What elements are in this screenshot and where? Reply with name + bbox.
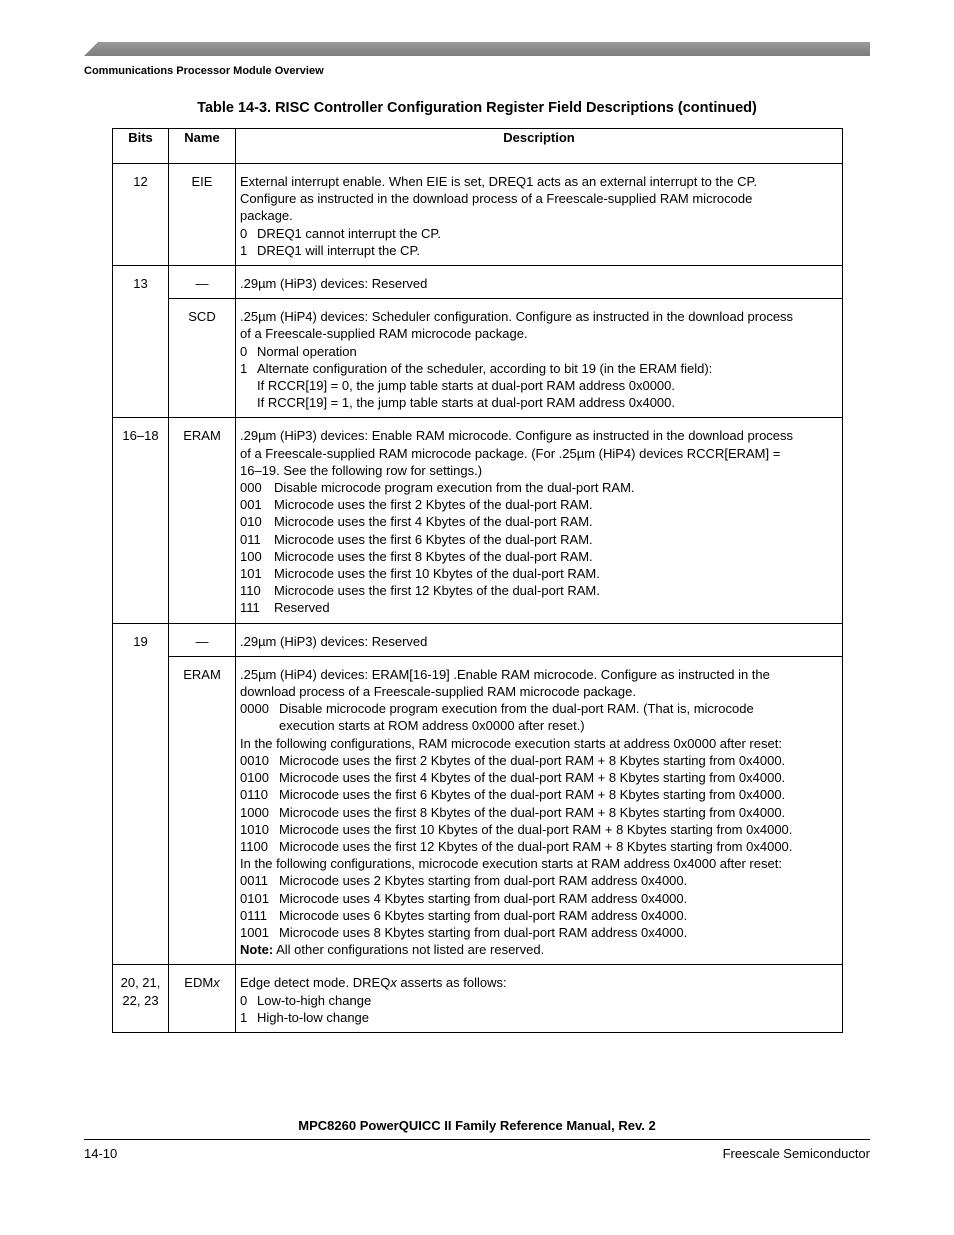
option-text: DREQ1 will interrupt the CP. — [257, 242, 421, 258]
option-code: 001 — [240, 497, 262, 513]
description-text: Edge detect mode. DREQ — [240, 975, 391, 991]
name-cell: — — [169, 623, 236, 656]
bits-cell-continued — [113, 299, 169, 418]
option-line — [240, 531, 834, 548]
sub-line: If RCCR[19] = 1, the jump table starts at dual-port RAM address 0x4000. — [257, 395, 676, 411]
option-code: 0100 — [240, 770, 269, 786]
option-line — [240, 907, 834, 924]
option-code: 1 — [240, 360, 248, 376]
description-cell: .29µm (HiP3) devices: Reserved — [236, 266, 843, 299]
table-row — [113, 164, 843, 266]
option-line — [240, 565, 834, 582]
option-line — [240, 992, 834, 1009]
description-cell — [236, 164, 843, 266]
option-code: 0111 — [240, 907, 267, 923]
name-cell: EIE — [169, 164, 236, 266]
option-text: Microcode uses 6 Kbytes starting from dual-port RAM address 0x4000. — [279, 907, 688, 923]
option-code: 101 — [240, 566, 262, 582]
description-line: of a Freescale-supplied RAM microcode package. — [240, 326, 528, 342]
option-code: 0 — [240, 343, 248, 359]
description-cell — [236, 299, 843, 418]
option-text: Microcode uses the first 4 Kbytes of the dual-port RAM. — [274, 514, 593, 530]
table-header-row — [113, 129, 843, 164]
sub-line: If RCCR[19] = 0, the jump table starts at dual-port RAM address 0x0000. — [257, 378, 676, 394]
bits-cell — [113, 965, 169, 1033]
page-number: 14-10 — [84, 1146, 118, 1161]
note-label: Note: — [240, 942, 274, 958]
description-cell: .29µm (HiP3) devices: Reserved — [236, 623, 843, 656]
description-italic: x — [390, 975, 397, 991]
option-text: Microcode uses the first 6 Kbytes of the dual-port RAM + 8 Kbytes starting from 0x4000. — [279, 787, 786, 803]
option-code: 1000 — [240, 804, 269, 820]
bits-cell: 12 — [113, 164, 169, 266]
table-row — [113, 299, 843, 418]
option-line — [240, 548, 834, 565]
name-cell: SCD — [169, 299, 236, 418]
option-text: Alternate configuration of the scheduler, according to bit 19 (in the ERAM field): — [257, 360, 713, 376]
column-header-description: Description — [236, 129, 843, 164]
option-continuation: execution starts at ROM address 0x0000 after reset.) — [279, 718, 585, 734]
bits-line: 22, 23 — [122, 992, 159, 1008]
option-line — [240, 786, 834, 803]
option-line — [240, 804, 834, 821]
bits-cell: 13 — [113, 266, 169, 299]
description-line: .29µm (HiP3) devices: Enable RAM microcode. Configure as instructed in the download process — [240, 428, 794, 444]
option-text: Disable microcode program execution from the dual-port RAM. (That is, microcode — [279, 701, 754, 717]
bits-cell: 16–18 — [113, 418, 169, 623]
description-text: asserts as follows: — [396, 975, 507, 991]
bits-cell-continued — [113, 656, 169, 964]
option-line — [240, 496, 834, 513]
group-intro: In the following configurations, microcode execution starts at RAM address 0x4000 after reset: — [240, 856, 782, 872]
option-line — [240, 582, 834, 599]
bits-line: 20, 21, — [120, 975, 161, 991]
column-header-name: Name — [169, 129, 236, 164]
bits-cell: 19 — [113, 623, 169, 656]
option-code: 011 — [240, 531, 261, 547]
option-code: 1 — [240, 242, 248, 258]
option-text: Microcode uses the first 12 Kbytes of the dual-port RAM. — [274, 583, 600, 599]
description-line: .25µm (HiP4) devices: ERAM[16-19] .Enable RAM microcode. Configure as instructed in the — [240, 666, 770, 682]
description-cell — [236, 965, 843, 1033]
description-line: package. — [240, 208, 293, 224]
name-prefix: EDM — [184, 975, 214, 991]
option-line — [240, 872, 834, 889]
option-line — [240, 225, 834, 242]
option-text: Microcode uses the first 8 Kbytes of the dual-port RAM. — [274, 548, 593, 564]
option-line — [240, 769, 834, 786]
note-text: All other configurations not listed are reserved. — [276, 942, 545, 958]
option-code: 000 — [240, 480, 262, 496]
table-row — [113, 266, 843, 299]
option-text: Normal operation — [257, 343, 357, 359]
option-text: Microcode uses the first 2 Kbytes of the dual-port RAM. — [274, 497, 593, 513]
description-cell — [236, 656, 843, 964]
option-line — [240, 479, 834, 496]
name-italic: x — [213, 975, 220, 991]
option-code: 1 — [240, 1009, 248, 1025]
note-line — [240, 941, 834, 958]
group-intro: In the following configurations, RAM microcode execution starts at address 0x0000 after reset: — [240, 735, 782, 751]
option-code: 010 — [240, 514, 262, 530]
option-line — [240, 343, 834, 360]
table-row — [113, 965, 843, 1033]
option-code: 1100 — [240, 838, 268, 854]
field-descriptions-table — [112, 128, 843, 1033]
option-code: 0010 — [240, 752, 269, 768]
header-bar — [84, 42, 870, 56]
option-text: Microcode uses 2 Kbytes starting from dual-port RAM address 0x4000. — [279, 873, 688, 889]
option-code: 1010 — [240, 821, 269, 837]
option-line — [240, 599, 834, 616]
name-cell — [169, 965, 236, 1033]
table-caption: Table 14-3. RISC Controller Configuration Register Field Descriptions (continued) — [197, 100, 757, 116]
description-line: download process of a Freescale-supplied RAM microcode package. — [240, 684, 636, 700]
option-text: Disable microcode program execution from the dual-port RAM. — [274, 480, 635, 496]
option-text: Reserved — [274, 600, 330, 616]
option-text: Microcode uses the first 12 Kbytes of the dual-port RAM + 8 Kbytes starting from 0x4000. — [279, 838, 793, 854]
option-code: 0 — [240, 992, 248, 1008]
option-code: 0110 — [240, 787, 268, 803]
name-cell: ERAM — [169, 418, 236, 623]
running-header: Communications Processor Module Overview — [84, 65, 324, 77]
option-line — [240, 838, 834, 855]
table-row — [113, 418, 843, 623]
option-line — [240, 1009, 834, 1026]
option-text: Low-to-high change — [257, 992, 372, 1008]
option-line — [240, 924, 834, 941]
option-text: Microcode uses 4 Kbytes starting from dual-port RAM address 0x4000. — [279, 890, 688, 906]
option-text: Microcode uses the first 6 Kbytes of the dual-port RAM. — [274, 531, 593, 547]
description-line: of a Freescale-supplied RAM microcode package. (For .25µm (HiP4) devices RCCR[ERAM] = — [240, 445, 781, 461]
option-code: 100 — [240, 548, 262, 564]
footer-divider — [84, 1139, 870, 1140]
option-code: 110 — [240, 583, 261, 599]
option-text: Microcode uses the first 8 Kbytes of the dual-port RAM + 8 Kbytes starting from 0x4000. — [279, 804, 786, 820]
column-header-bits: Bits — [113, 129, 169, 164]
option-text: Microcode uses the first 2 Kbytes of the dual-port RAM + 8 Kbytes starting from 0x4000. — [279, 752, 786, 768]
option-line — [240, 821, 834, 838]
option-text: High-to-low change — [257, 1009, 370, 1025]
option-text: Microcode uses 8 Kbytes starting from dual-port RAM address 0x4000. — [279, 924, 688, 940]
option-line — [240, 700, 834, 717]
table-row — [113, 656, 843, 964]
description-line: External interrupt enable. When EIE is set, DREQ1 acts as an external interrupt to the CP. — [240, 174, 758, 189]
footer-manual-title: MPC8260 PowerQUICC II Family Reference Manual, Rev. 2 — [298, 1118, 656, 1133]
option-code: 0 — [240, 225, 248, 241]
option-line — [240, 752, 834, 769]
description-cell — [236, 418, 843, 623]
option-line — [240, 360, 834, 377]
description-line: Configure as instructed in the download process of a Freescale-supplied RAM microcode — [240, 191, 753, 207]
option-code: 0011 — [240, 873, 268, 889]
option-text: Microcode uses the first 4 Kbytes of the dual-port RAM + 8 Kbytes starting from 0x4000. — [279, 770, 786, 786]
description-line: .25µm (HiP4) devices: Scheduler configuration. Configure as instructed in the download process — [240, 309, 794, 325]
name-cell: ERAM — [169, 656, 236, 964]
option-line — [240, 890, 834, 907]
option-line — [240, 513, 834, 530]
option-code: 0000 — [240, 701, 269, 717]
description-line — [240, 974, 834, 991]
option-code: 111 — [240, 600, 260, 616]
option-line — [240, 242, 834, 259]
company-name: Freescale Semiconductor — [722, 1146, 870, 1161]
option-code: 1001 — [240, 924, 269, 940]
option-text: DREQ1 cannot interrupt the CP. — [257, 225, 442, 241]
table-row — [113, 623, 843, 656]
option-text: Microcode uses the first 10 Kbytes of the dual-port RAM + 8 Kbytes starting from 0x4000. — [279, 821, 793, 837]
name-cell: — — [169, 266, 236, 299]
option-code: 0101 — [240, 890, 269, 906]
option-text: Microcode uses the first 10 Kbytes of the dual-port RAM. — [274, 566, 600, 582]
description-line: 16–19. See the following row for settings.) — [240, 462, 483, 478]
